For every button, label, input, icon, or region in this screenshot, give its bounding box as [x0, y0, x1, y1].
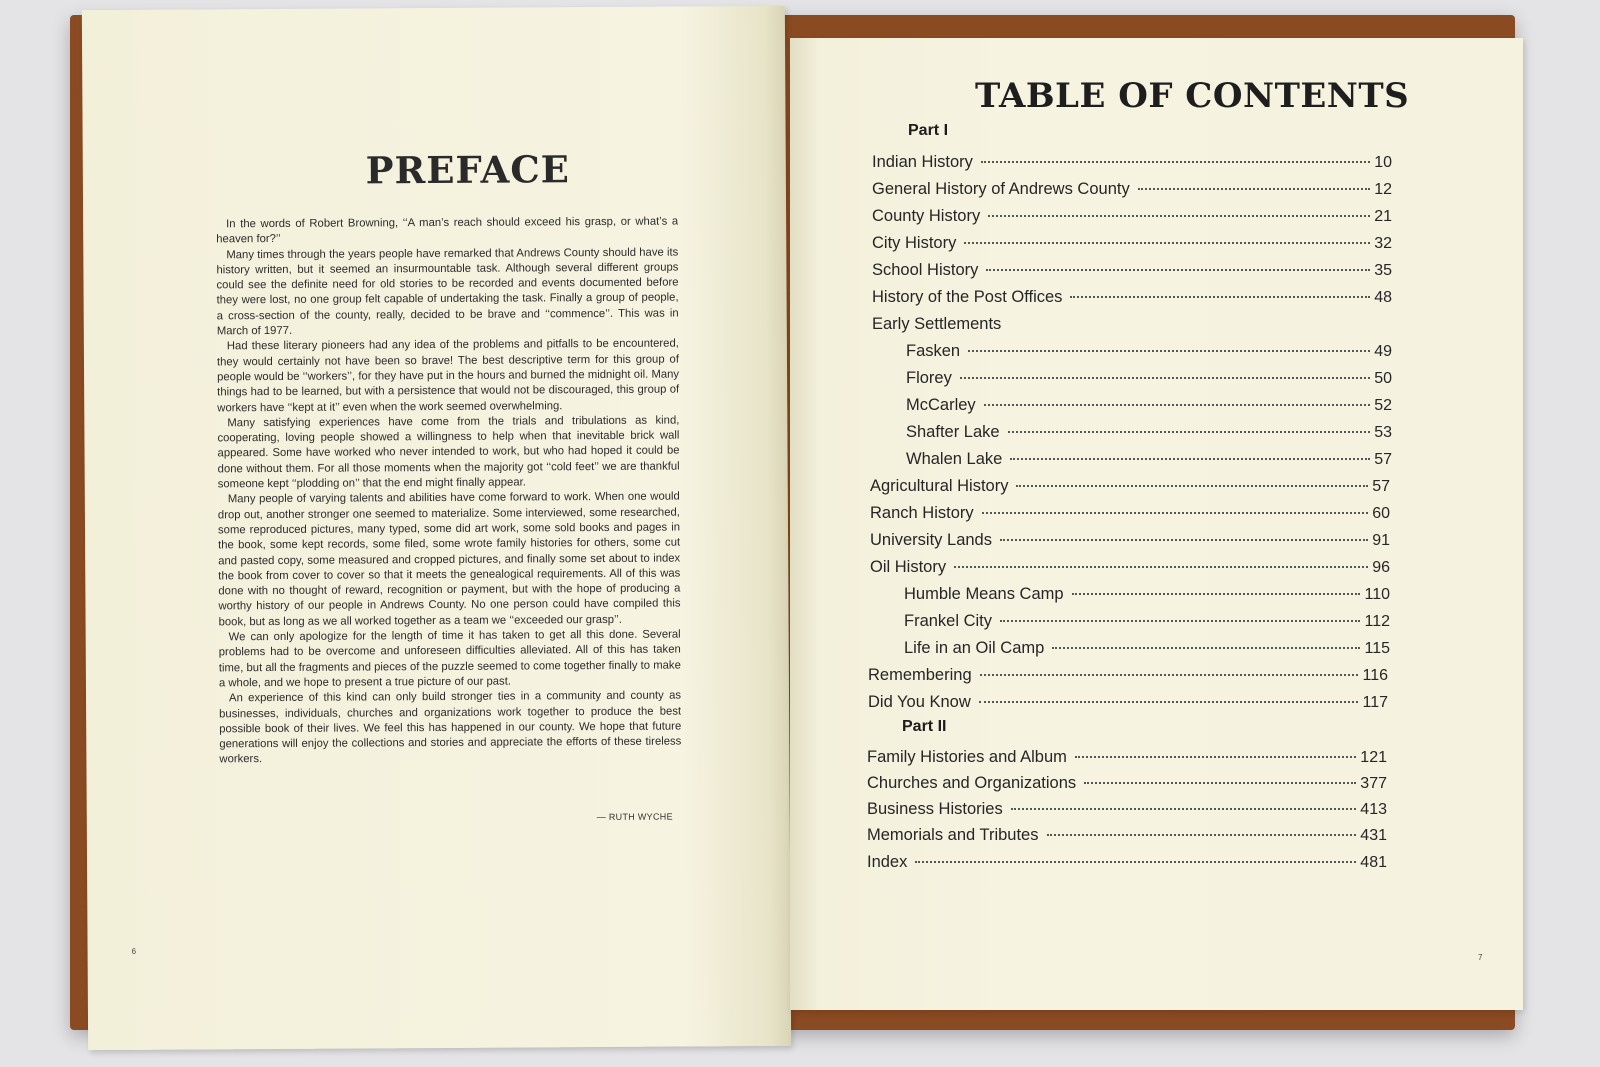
toc-section-heading: [872, 315, 1392, 334]
toc-entry-page: 10: [1374, 154, 1392, 171]
toc-entry-page: 481: [1360, 854, 1387, 871]
left-page: [82, 6, 791, 1050]
dot-leader: [1000, 539, 1368, 541]
toc-entry-label: Remembering: [868, 666, 972, 684]
toc-entry-label: School History: [872, 261, 979, 279]
part-1-label: Part I: [908, 122, 949, 139]
toc-entry-label: Whalen Lake: [906, 450, 1003, 468]
toc-entry-label: Shafter Lake: [906, 423, 1000, 441]
toc-entry-page: 49: [1374, 343, 1392, 360]
toc-entry-page: 48: [1374, 289, 1392, 306]
left-page-number: 6: [131, 946, 137, 956]
toc-entry-label: McCarley: [906, 396, 976, 414]
toc-entry-label: Index: [867, 853, 908, 871]
toc-title: TABLE OF CONTENTS: [975, 76, 1410, 116]
toc-entry-page: 431: [1360, 827, 1387, 844]
toc-entry-page: 91: [1372, 532, 1390, 549]
toc-entry: [867, 853, 1387, 872]
toc-entry-page: 32: [1374, 235, 1392, 252]
toc-entry-label: University Lands: [870, 531, 992, 549]
toc-entry-page: 50: [1374, 370, 1392, 387]
toc-entry: [872, 180, 1392, 199]
toc-entry: [870, 504, 1390, 523]
preface-paragraph: Had these literary pioneers had any idea of the problems and pitfalls to be encountered, they would certainly not have been so brave! The best descriptive term for this group of people would be ‘‘workers’’, for they have put in the hours and burned the midnight oil. Many things had to be learned, but with a persistence that would not be discouraged, this group of workers have ‘‘kept at it’’ even when the work seemed overwhelming.: [216, 337, 680, 414]
dot-leader: [1000, 620, 1360, 622]
toc-entry: [867, 774, 1387, 793]
toc-entry: [870, 558, 1390, 577]
toc-entry-page: 112: [1364, 613, 1390, 630]
dot-leader: [982, 512, 1369, 514]
toc-entry: [872, 423, 1392, 442]
part-2-label: Part II: [902, 718, 947, 735]
toc-entry-label: Did You Know: [868, 693, 971, 711]
dot-leader: [1047, 834, 1357, 836]
toc-entry: [872, 261, 1392, 280]
toc-entry: [867, 748, 1387, 767]
toc-entry-page: 52: [1374, 397, 1392, 414]
toc-entry: [872, 207, 1392, 226]
toc-entry: [867, 800, 1387, 819]
toc-entry-page: 110: [1364, 586, 1390, 603]
dot-leader: [1075, 756, 1356, 758]
dot-leader: [960, 377, 1370, 379]
toc-entry: [870, 585, 1390, 604]
dot-leader: [954, 566, 1368, 568]
dot-leader: [981, 161, 1370, 163]
preface-paragraph: An experience of this kind can only build stronger ties in a community and county as businesses, individuals, churches and organizations work together to produce the best possible book of their lives. We feel this has happened in our county. We hope that future generations will enjoy the collections and stories and appreciate the efforts of these tireless workers.: [219, 689, 682, 766]
dot-leader: [984, 404, 1371, 406]
dot-leader: [1072, 593, 1361, 595]
toc-entry-label: Agricultural History: [870, 477, 1009, 495]
toc-entry-label: County History: [872, 207, 981, 225]
toc-entry-label: Humble Means Camp: [904, 585, 1064, 603]
toc-entry-label: Memorials and Tributes: [867, 826, 1039, 844]
toc-entry: [872, 396, 1392, 415]
toc-entry: [868, 693, 1388, 712]
toc-entry-page: 53: [1374, 424, 1392, 441]
toc-entry-page: 57: [1374, 451, 1392, 468]
toc-entry: [872, 234, 1392, 253]
toc-entry-label: Ranch History: [870, 504, 974, 522]
dot-leader: [988, 215, 1370, 217]
toc-entry: [872, 342, 1392, 361]
preface-paragraph: Many satisfying experiences have come from the trials and tribulations as kind, cooperating, loving people showed a willingness to help when that inevitable brick wall appeared. Some have worked who never intended to work, but who had hoped it could be done without them. For all those moments when the majority got ‘‘cold feet’’ we are thankful someone kept ‘‘plodding on’’ that the end might finally appear.: [217, 414, 680, 491]
dot-leader: [968, 350, 1370, 352]
toc-entry-label: Life in an Oil Camp: [904, 639, 1045, 657]
toc-entry-label: Churches and Organizations: [867, 774, 1077, 792]
right-page: [790, 38, 1523, 1010]
toc-entry-label: General History of Andrews County: [872, 180, 1130, 198]
dot-leader: [986, 269, 1370, 271]
preface-paragraph: We can only apologize for the length of time it has taken to get all this done. Several problems had to be overcome and unforeseen difficulties alleviated. All of this has taken time, but all the fragments and pieces of the puzzle seemed to come together finally to make a whole, and we hope to present a true picture of our past.: [218, 628, 681, 690]
dot-leader: [1016, 485, 1368, 487]
toc-entry-label: Florey: [906, 369, 952, 387]
dot-leader: [1008, 431, 1371, 433]
dot-leader: [964, 242, 1370, 244]
toc-entry-label: History of the Post Offices: [872, 288, 1063, 306]
toc-entry-label: Oil History: [870, 558, 947, 576]
toc-entry: [872, 153, 1392, 172]
toc-entry-page: 116: [1362, 667, 1388, 684]
toc-entry-label: Early Settlements: [872, 315, 1002, 333]
toc-entry-page: 57: [1372, 478, 1390, 495]
toc-entry-page: 115: [1364, 640, 1390, 657]
preface-body: [216, 215, 681, 768]
toc-entry: [870, 531, 1390, 550]
toc-entry: [868, 666, 1388, 685]
toc-entry: [870, 612, 1390, 631]
toc-entry: [870, 639, 1390, 658]
preface-paragraph: In the words of Robert Browning, ‘‘A man’s reach should exceed his grasp, or what’s a heaven for?’’: [216, 215, 679, 246]
dot-leader: [1138, 188, 1371, 190]
dot-leader: [1084, 782, 1356, 784]
toc-entry: [867, 826, 1387, 845]
dot-leader: [1010, 458, 1370, 460]
preface-signature: — RUTH WYCHE: [596, 811, 673, 823]
toc-entry: [870, 477, 1390, 496]
toc-entry-label: Fasken: [906, 342, 961, 360]
preface-paragraph: Many people of varying talents and abilities have come forward to work. When one would drop out, another stronger one seemed to materialize. Some interviewed, some researched, some reproduced pictures, many typed, some did art work, some sold books and pages in the book, some kept records, some filed, some wrote family histories for others, some cut and pasted copy, some measured and cropped pictures, and finally some set about to index the book from cover to cover so that it meets the genealogical requirements. All of this was done with no thought of reward, recognition or payment, but with the hope of producing a worthy history of our people in Andrews County. No one person could have compiled this book, but as long as we all worked together as a team we ‘‘exceeded our grasp’’.: [217, 490, 681, 629]
preface-title: PREFACE: [365, 147, 571, 193]
dot-leader: [915, 861, 1356, 863]
toc-entry-page: 60: [1372, 505, 1390, 522]
toc-entry-page: 117: [1362, 694, 1388, 711]
dot-leader: [980, 674, 1359, 676]
toc-entry-label: City History: [872, 234, 957, 252]
toc-entry-label: Family Histories and Album: [867, 748, 1067, 766]
right-page-number: 7: [1478, 953, 1483, 962]
toc-entry-page: 413: [1360, 801, 1387, 818]
toc-entry: [872, 369, 1392, 388]
dot-leader: [1052, 647, 1360, 649]
toc-entry: [872, 288, 1392, 307]
dot-leader: [979, 701, 1359, 703]
toc-entry-page: 12: [1374, 181, 1392, 198]
toc-entry-label: Indian History: [872, 153, 973, 171]
preface-paragraph: Many times through the years people have remarked that Andrews County should have its history written, but it seemed an insurmountable task. Although several different groups could see the definite need for old stories to be recorded and events documented before they were lost, no one group felt capable of undertaking the task. Finally a group of people, a cross-section of the county, really, decided to be brave and ‘‘commence’’. This was in March of 1977.: [216, 246, 679, 338]
toc-entry-page: 377: [1360, 775, 1387, 792]
dot-leader: [1011, 808, 1357, 810]
toc-entry-page: 35: [1374, 262, 1392, 279]
toc-entry: [872, 450, 1392, 469]
toc-entry-page: 96: [1372, 559, 1390, 576]
toc-entry-page: 21: [1374, 208, 1392, 225]
dot-leader: [1070, 296, 1370, 298]
toc-entry-label: Business Histories: [867, 800, 1003, 818]
toc-entry-page: 121: [1360, 749, 1387, 766]
toc-entry-label: Frankel City: [904, 612, 993, 630]
